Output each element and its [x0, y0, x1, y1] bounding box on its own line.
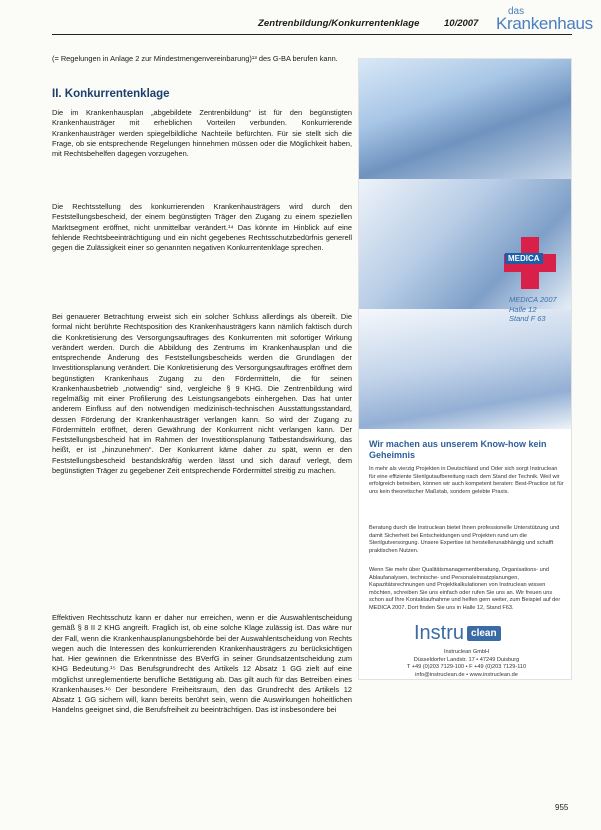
running-title: Zentrenbildung/Konkurrentenklage [258, 18, 420, 29]
paragraph-2: Die Rechtsstellung des konkurrierenden Krankenhausträgers wird durch den Feststellungsbescheid, der einem begünstigten Träger den Zugang zu einem speziellen Marktsegment eröffnet, nicht unmittelbar verändert.¹⁴ Das könnte im Hinblick auf eine fehlende Rechtsbeeinträchtigung und ein nicht gegebenes Rechtsschutzbedürfnis generell gegen die Zulässigkeit einer so genannten negativen Konkurrentenklage sprechen. [52, 202, 352, 252]
ad-text-1: In mehr als vierzig Projekten in Deutschland und Oder sich sorgt Instruclean für eine effiziente Sterilgutaufbereitung nach dem Stand der Technik. Weil wir erfolgreich betreiben, können wir auch kompetent beraten: Best-Practice ist für uns kein theoretischer Maßstab, sondern gelebte Praxis. [369, 466, 564, 495]
medica-logo-text: MEDICA [505, 253, 543, 264]
page-number: 955 [555, 803, 569, 812]
intro-paragraph: (= Regelungen in Anlage 2 zur Mindestmengenvereinbarung)¹³ des G-BA berufen kann. [52, 54, 338, 63]
ad-text-3: Wenn Sie mehr über Qualitätsmanagementberatung, Organisations- und Ablaufanalysen, technische- und Personaleinsatzplanungen, Kapazitätsrechnungen und Projektkalkulationen von Instruclean wissen möchten, schreiben Sie uns einfach oder rufen Sie uns an. Wir freuen uns schon auf Ihre Kontaktaufnahme und helfen gern weiter, zum Beispiel auf der MEDICA 2007. Dort finden Sie uns in Halle 12, Stand F63. [369, 567, 561, 611]
sterilization-equipment-photo [359, 309, 571, 429]
section-heading: II. Konkurrentenklage [52, 88, 170, 100]
company-contact: Instruclean GmbH Düsseldorfer Landstr. 17 • 47249 Duisburg T +49 (0)203 7129-100 • F +49 (0)203 7129-110 info@instruclean.de • www.instruclean.de [406, 649, 527, 678]
issue-number: 10/2007 [444, 18, 479, 29]
paragraph-4: Effektiven Rechtsschutz kann er daher nur erreichen, wenn er die Auswahlentscheidung gemäß § 8 II 2 KHG angreift. Fraglich ist, ob eine solche Klage zulässig ist. Das wäre nur der Fall, wenn die Krankenhausplanungsbehörde bei der Auswahlentscheidung von Rechts wegen auch die Interessen des konkurrierenden Krankenhausträgers zu berücksichtigen hat. Hier gewinnen die Erkenntnisse des BVerfG in seiner Grundsatzentscheidung zum KHG Bedeutung.¹⁵ Das Berufsgrundrecht des Artikels 12 Absatz 1 GG zielt auf eine möglichst unreglementierte berufliche Betätigung ab. Das gilt auch für das Betreiben eines Krankenhauses.¹⁶ Der besondere Freiheitsraum, den das Grundrecht des Artikels 12 Absatz 1 GG sichern will, kann bereits berührt sein, wenn die Auswirkungen hoheitlichen Handelns geeignet sind, die Berufsfreiheit zu beeinträchtigen. Das ist insbesondere bei [52, 613, 352, 715]
brand-name: Krankenhaus [496, 14, 593, 33]
ad-text-2: Beratung durch die Instruclean bietet Ihnen professionelle Unterstützung und damit Sicherheit bei Entscheidungen und Projekten rund um die Sterilgutversorgung. Unsere Expertise ist herstellerunabhängig und schafft praktischen Nutzen. [369, 525, 560, 554]
page-header [0, 0, 601, 40]
paragraph-3: Bei genauerer Betrachtung erweist sich ein solcher Schluss allerdings als übereilt. Die formal nicht berührte Rechtsposition des Krankenhausträgers kann nämlich faktisch durch die Konkretisierung des Versorgungsauftrages des Konkurrenten mit sofortiger Wirkung verändert werden. Durch die Abbildung des Zentrums im Krankenhausplan und die entsprechende Änderung des Feststellungsbescheids werden die Grundlagen der Investitionsplanung verändert. Die Konkretisierung des Versorgungsauftrages eröffnet dem begünstigten Krankenhaus Zugang zu den Fördermitteln, die für seinen Krankenhausbetrieb „notwendig“ sind, vergleiche § 9 KHG. Die Zentrenbildung wird regelmäßig mit einer Profilierung des Leistungsangebots einhergehen. Das hat unter anderem Einfluss auf den notwendigen medizinisch-technischen Ausstattungsstandard, dessen Förderung der Krankenhausträger verlangen kann. So wird der Zugang zu Fördermitteln eröffnet, deren Gewährung der Konkurrent nicht verlangen kann. Der Feststellungsbescheid hat im Rahmen der Investitionsplanung Tatbestandswirkung, das heißt, er ist „hinzunehmen“. Der Konkurrent käme daher zu spät, wenn er den Feststellungsbescheid bestandskräftig werden lässt und sich darauf verlegt, dem begünstigten Träger zu gegebener Zeit entsprechende Fördermittel streitig zu machen. [52, 312, 352, 475]
header-divider [52, 34, 572, 35]
ad-headline: Wir machen aus unserem Know-how kein Geheimnis [369, 439, 547, 460]
hospital-photo [359, 59, 571, 179]
brand-prefix: das [508, 6, 525, 17]
paragraph-1: Die im Krankenhausplan „abgebildete Zentrenbildung“ ist für den begünstigten Krankenhausträger mit erheblichen Vorteilen verbunden. Konkurrierende Krankenhausträger werden spiegelbildliche Nachteile befürchten. Für sie stellt sich die Frage, ob sie entsprechende Regelungen hinnehmen müssen oder die Möglichkeit haben, mit Rechtsbehelfen dagegen vorzugehen. [52, 108, 352, 158]
medica-info: MEDICA 2007 Halle 12 Stand F 63 [509, 295, 557, 323]
advertisement [358, 58, 572, 680]
instruclean-logo: Instru clean [414, 622, 501, 644]
